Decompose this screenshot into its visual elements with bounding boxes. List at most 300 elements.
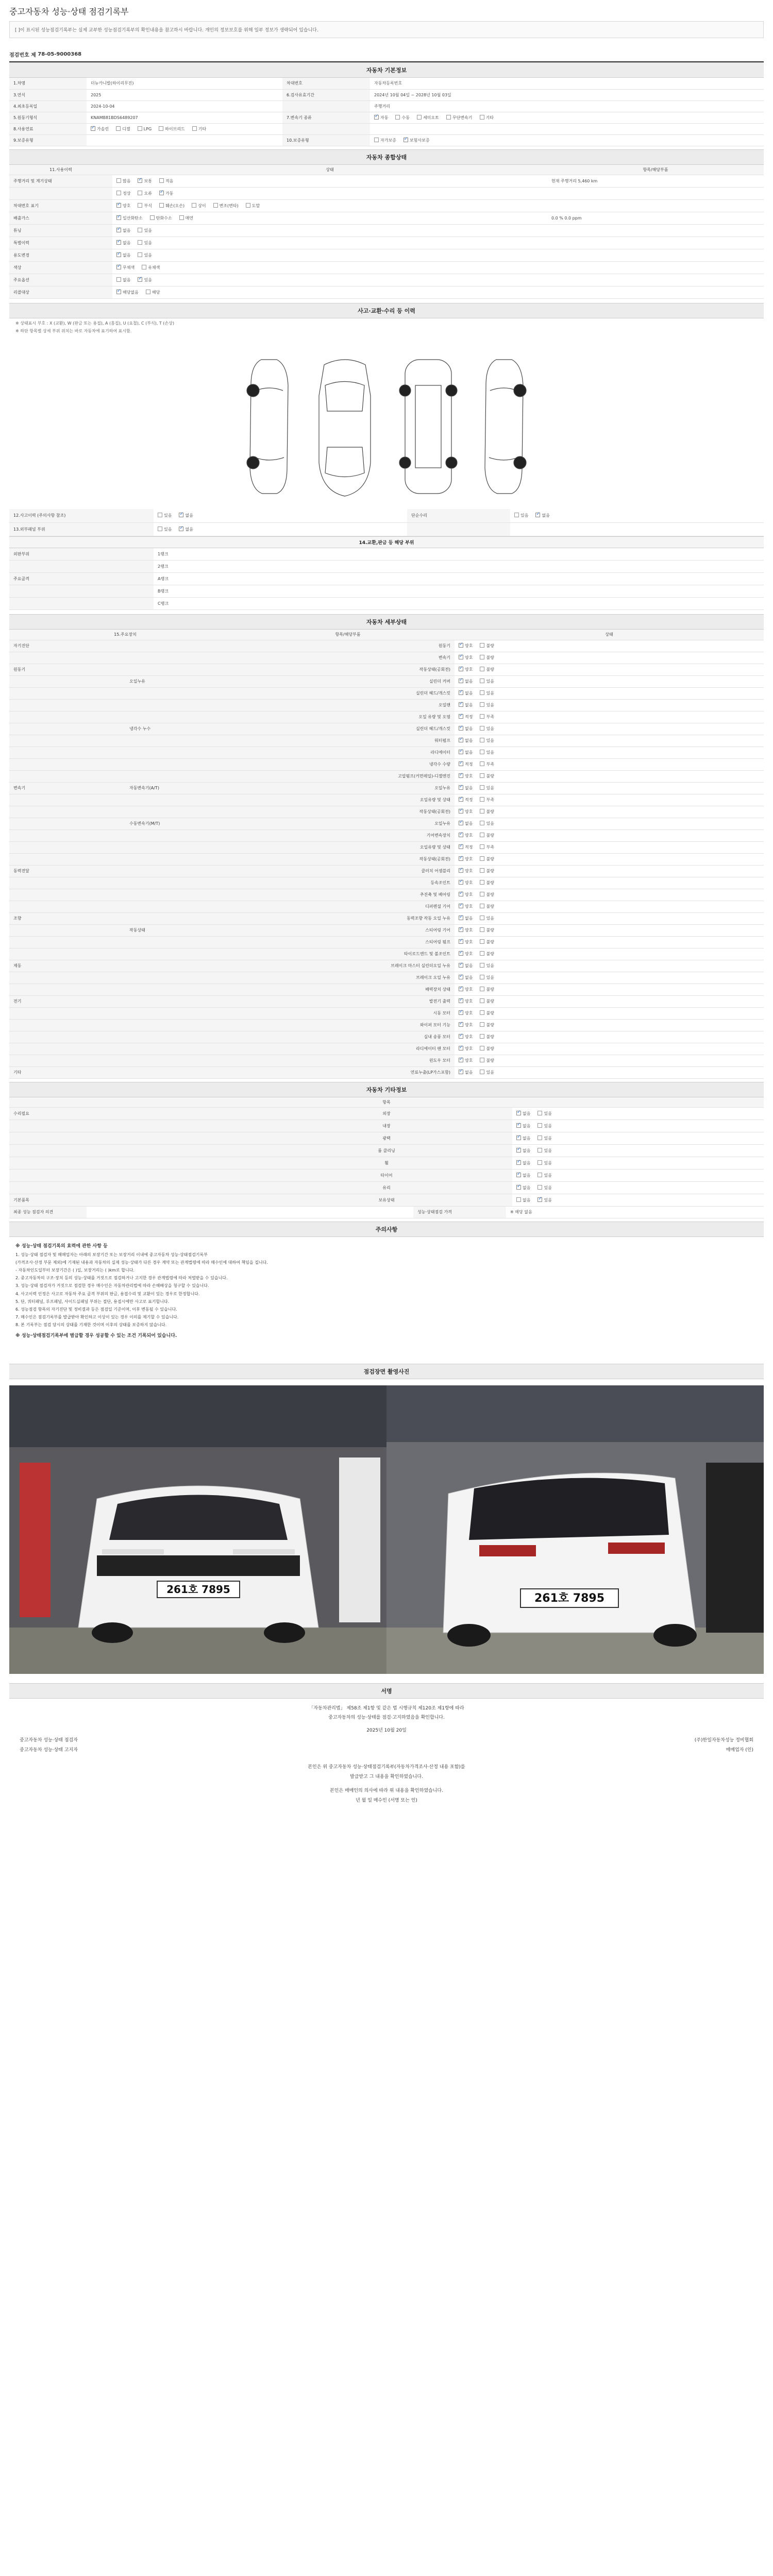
checkbox-icon[interactable] <box>516 1111 521 1115</box>
detail-option[interactable] <box>480 892 494 897</box>
checkbox-icon[interactable] <box>459 679 463 683</box>
checkbox-icon[interactable] <box>116 215 121 220</box>
option-label: 유채색 <box>148 265 160 270</box>
checkbox-icon[interactable] <box>537 1123 542 1128</box>
checkbox-icon[interactable] <box>459 963 463 968</box>
detail-option[interactable] <box>459 987 473 992</box>
overall-option[interactable] <box>116 228 130 233</box>
checkbox-icon[interactable] <box>480 809 484 814</box>
detail-option[interactable] <box>459 1034 473 1040</box>
checkbox-icon[interactable] <box>192 203 196 208</box>
checkbox-icon[interactable] <box>404 138 408 142</box>
checkbox-icon[interactable] <box>480 702 484 707</box>
checkbox-icon[interactable] <box>138 240 142 245</box>
other-option[interactable] <box>516 1123 530 1129</box>
detail-option[interactable] <box>480 761 494 767</box>
detail-option[interactable] <box>459 690 473 696</box>
detail-options <box>459 643 501 648</box>
detail-option[interactable] <box>480 643 494 649</box>
checkbox-icon[interactable] <box>138 203 142 208</box>
detail-option[interactable] <box>459 655 473 660</box>
detail-option[interactable] <box>459 1046 473 1052</box>
checkbox-icon[interactable] <box>480 643 484 648</box>
detail-option[interactable] <box>459 761 473 767</box>
detail-option[interactable] <box>459 785 473 791</box>
checkbox-icon[interactable] <box>480 927 484 932</box>
checkbox-icon[interactable] <box>480 844 484 849</box>
checkbox-icon[interactable] <box>459 939 463 944</box>
checkbox-icon[interactable] <box>480 1022 484 1027</box>
checkbox-icon[interactable] <box>480 1070 484 1074</box>
checkbox-icon[interactable] <box>374 115 379 120</box>
checkbox-icon[interactable] <box>179 527 183 531</box>
checkbox-icon[interactable] <box>459 797 463 802</box>
detail-item: 등속조인트 <box>241 877 455 889</box>
checkbox-icon[interactable] <box>480 115 484 120</box>
fuel-option[interactable] <box>116 126 130 132</box>
checkbox-icon[interactable] <box>480 880 484 885</box>
detail-option[interactable] <box>480 868 494 874</box>
checkbox-icon[interactable] <box>480 904 484 908</box>
checkbox-icon[interactable] <box>91 126 95 131</box>
detail-option[interactable] <box>459 821 473 826</box>
checkbox-icon[interactable] <box>116 265 121 269</box>
checkbox-icon[interactable] <box>480 785 484 790</box>
detail-option[interactable] <box>480 1022 494 1028</box>
fuel-option[interactable] <box>91 126 109 132</box>
detail-option[interactable] <box>459 904 473 909</box>
overall-option[interactable] <box>142 265 160 270</box>
overall-option[interactable] <box>159 203 184 209</box>
checkbox-icon[interactable] <box>537 1160 542 1165</box>
detail-option[interactable] <box>480 844 494 850</box>
checkbox-icon[interactable] <box>459 1034 463 1039</box>
detail-option[interactable] <box>459 702 473 708</box>
checkbox-icon[interactable] <box>138 191 142 195</box>
detail-option[interactable] <box>459 643 473 649</box>
other-option[interactable] <box>516 1136 530 1141</box>
detail-options <box>459 857 501 861</box>
detail-option[interactable] <box>459 927 473 933</box>
other-option[interactable] <box>537 1123 551 1129</box>
checkbox-icon[interactable] <box>192 126 197 131</box>
checkbox-icon[interactable] <box>459 904 463 908</box>
checkbox-icon[interactable] <box>459 1046 463 1050</box>
checkbox-icon[interactable] <box>116 191 121 195</box>
checkbox-icon[interactable] <box>516 1148 521 1153</box>
other-item: 유리 <box>261 1182 512 1194</box>
detail-option[interactable] <box>480 987 494 992</box>
detail-option[interactable] <box>480 655 494 660</box>
overall-option[interactable] <box>159 178 173 184</box>
checkbox-icon[interactable] <box>459 821 463 825</box>
detail-option[interactable] <box>480 809 494 815</box>
detail-option[interactable] <box>459 856 473 862</box>
overall-option[interactable] <box>138 240 152 246</box>
detail-option[interactable] <box>480 998 494 1004</box>
checkbox-icon[interactable] <box>480 856 484 861</box>
detail-state <box>455 1066 764 1078</box>
checkbox-icon[interactable] <box>446 115 451 120</box>
checkbox-icon[interactable] <box>537 1173 542 1177</box>
detail-option[interactable] <box>480 833 494 838</box>
checkbox-icon[interactable] <box>459 892 463 896</box>
checkbox-icon[interactable] <box>213 203 218 208</box>
detail-option[interactable] <box>480 690 494 696</box>
checkbox-icon[interactable] <box>159 126 163 131</box>
checkbox-icon[interactable] <box>480 1046 484 1050</box>
checkbox-icon[interactable] <box>480 1010 484 1015</box>
detail-option[interactable] <box>480 714 494 720</box>
other-option[interactable] <box>537 1185 551 1191</box>
detail-option[interactable] <box>480 738 494 743</box>
overall-option[interactable] <box>116 252 130 258</box>
checkbox-icon[interactable] <box>480 679 484 683</box>
detail-option[interactable] <box>480 1070 494 1075</box>
checkbox-icon[interactable] <box>480 750 484 754</box>
checkbox-icon[interactable] <box>459 773 463 778</box>
detail-option[interactable] <box>459 714 473 720</box>
checkbox-icon[interactable] <box>116 240 121 245</box>
accident2-option[interactable] <box>514 513 528 518</box>
accident-option[interactable] <box>179 527 193 532</box>
transmission-options <box>374 115 501 120</box>
checkbox-icon[interactable] <box>480 939 484 944</box>
checkbox-icon[interactable] <box>116 178 121 183</box>
checkbox-icon[interactable] <box>150 215 155 220</box>
checkbox-icon[interactable] <box>459 761 463 766</box>
detail-row <box>9 1007 764 1019</box>
detail-option[interactable] <box>459 679 473 684</box>
checkbox-icon[interactable] <box>116 203 121 208</box>
checkbox-icon[interactable] <box>535 513 540 517</box>
other-option[interactable] <box>537 1160 551 1166</box>
detail-option[interactable] <box>459 1010 473 1016</box>
overall-option[interactable] <box>116 191 130 196</box>
checkbox-icon[interactable] <box>459 1022 463 1027</box>
checkbox-icon[interactable] <box>537 1185 542 1190</box>
overall-option[interactable] <box>116 277 130 283</box>
checkbox-icon[interactable] <box>459 1058 463 1062</box>
detail-option[interactable] <box>459 833 473 838</box>
detail-option[interactable] <box>480 773 494 779</box>
checkbox-icon[interactable] <box>142 265 146 269</box>
checkbox-icon[interactable] <box>459 702 463 707</box>
checkbox-icon[interactable] <box>459 1070 463 1074</box>
checkbox-icon[interactable] <box>480 726 484 731</box>
accident-sub-opts <box>231 598 764 610</box>
overall-option[interactable] <box>146 290 160 295</box>
checkbox-icon[interactable] <box>480 714 484 719</box>
checkbox-icon[interactable] <box>459 690 463 695</box>
checkbox-icon[interactable] <box>480 916 484 920</box>
overall-option[interactable] <box>138 277 152 283</box>
detail-option[interactable] <box>480 963 494 969</box>
checkbox-icon[interactable] <box>480 892 484 896</box>
fuel-option[interactable] <box>138 126 152 131</box>
detail-sub <box>125 829 241 841</box>
detail-row <box>9 889 764 901</box>
checkbox-icon[interactable] <box>537 1148 542 1153</box>
detail-row <box>9 699 764 711</box>
checkbox-icon[interactable] <box>459 833 463 837</box>
checkbox-icon[interactable] <box>138 126 142 131</box>
other-option[interactable] <box>516 1173 530 1178</box>
detail-option[interactable] <box>459 963 473 969</box>
checkbox-icon[interactable] <box>459 856 463 861</box>
checkbox-icon[interactable] <box>480 797 484 802</box>
checkbox-icon[interactable] <box>158 527 162 531</box>
checkbox-icon[interactable] <box>480 1034 484 1039</box>
detail-option[interactable] <box>459 667 473 672</box>
checkbox-icon[interactable] <box>459 738 463 742</box>
checkbox-icon[interactable] <box>138 228 142 232</box>
detail-option[interactable] <box>480 679 494 684</box>
detail-option[interactable] <box>480 702 494 708</box>
checkbox-icon[interactable] <box>459 868 463 873</box>
checkbox-icon[interactable] <box>516 1173 521 1177</box>
checkbox-icon[interactable] <box>516 1123 521 1128</box>
checkbox-icon[interactable] <box>138 252 142 257</box>
detail-option[interactable] <box>459 809 473 815</box>
transmission-option[interactable] <box>374 115 388 121</box>
checkbox-icon[interactable] <box>480 987 484 991</box>
transmission-option[interactable] <box>395 115 409 121</box>
checkbox-icon[interactable] <box>459 643 463 648</box>
detail-group <box>9 711 125 723</box>
checkbox-icon[interactable] <box>480 868 484 873</box>
checkbox-icon[interactable] <box>480 833 484 837</box>
detail-option[interactable] <box>459 750 473 755</box>
detail-option[interactable] <box>480 726 494 732</box>
checkbox-icon[interactable] <box>179 513 183 517</box>
detail-option[interactable] <box>459 939 473 945</box>
checkbox-icon[interactable] <box>138 178 142 183</box>
detail-sub: 자동변속기(A/T) <box>125 782 241 794</box>
detail-option[interactable] <box>480 975 494 980</box>
checkbox-icon[interactable] <box>537 1111 542 1115</box>
checkbox-icon[interactable] <box>138 277 142 282</box>
overall-option[interactable] <box>179 215 193 221</box>
accident-option[interactable] <box>179 513 193 518</box>
other-option[interactable] <box>516 1148 530 1154</box>
checkbox-icon[interactable] <box>459 1010 463 1015</box>
detail-option[interactable] <box>480 797 494 803</box>
checkbox-icon[interactable] <box>395 115 400 120</box>
checkbox-icon[interactable] <box>459 667 463 671</box>
detail-option[interactable] <box>459 1022 473 1028</box>
transmission-option[interactable] <box>446 115 473 121</box>
overall-option[interactable] <box>138 228 152 233</box>
checkbox-icon[interactable] <box>116 228 121 232</box>
detail-option[interactable] <box>459 738 473 743</box>
detail-option[interactable] <box>459 844 473 850</box>
checkbox-icon[interactable] <box>116 252 121 257</box>
checkbox-icon[interactable] <box>158 513 162 517</box>
checkbox-icon[interactable] <box>459 785 463 790</box>
checkbox-icon[interactable] <box>459 655 463 659</box>
checkbox-icon[interactable] <box>459 714 463 719</box>
checkbox-icon[interactable] <box>480 738 484 742</box>
overall-option[interactable] <box>138 252 152 258</box>
detail-option[interactable] <box>459 1070 473 1075</box>
detail-option[interactable] <box>480 785 494 791</box>
overall-option[interactable] <box>116 265 135 270</box>
detail-option[interactable] <box>459 726 473 732</box>
checkbox-icon[interactable] <box>459 750 463 754</box>
detail-option[interactable] <box>459 975 473 980</box>
checkbox-icon[interactable] <box>459 844 463 849</box>
detail-option[interactable] <box>459 880 473 886</box>
detail-item: 작동상태(공회전) <box>241 664 455 675</box>
detail-option[interactable] <box>480 880 494 886</box>
detail-option[interactable] <box>459 773 473 779</box>
basic-value-2: 자동차등록번호 <box>370 78 764 89</box>
checkbox-icon[interactable] <box>459 916 463 920</box>
detail-option[interactable] <box>459 916 473 921</box>
accident-sub-key <box>9 585 154 598</box>
checkbox-icon[interactable] <box>480 975 484 979</box>
detail-option[interactable] <box>480 667 494 672</box>
checkbox-icon[interactable] <box>480 761 484 766</box>
checkbox-icon[interactable] <box>116 126 121 131</box>
accident-sub-opts <box>231 585 764 598</box>
checkbox-icon[interactable] <box>459 726 463 731</box>
detail-option[interactable] <box>480 750 494 755</box>
checkbox-icon[interactable] <box>459 927 463 932</box>
checkbox-icon[interactable] <box>146 290 150 294</box>
detail-option[interactable] <box>459 998 473 1004</box>
other-option[interactable] <box>537 1148 551 1154</box>
other-option[interactable] <box>537 1197 551 1203</box>
checkbox-icon[interactable] <box>537 1136 542 1140</box>
overall-options <box>116 278 159 282</box>
checkbox-icon[interactable] <box>480 667 484 671</box>
other-option[interactable] <box>537 1111 551 1116</box>
overall-option[interactable] <box>213 203 239 209</box>
detail-option[interactable] <box>480 1010 494 1016</box>
checkbox-icon[interactable] <box>159 178 164 183</box>
detail-option[interactable] <box>480 821 494 826</box>
overall-option[interactable] <box>138 178 152 184</box>
checkbox-icon[interactable] <box>179 215 184 220</box>
checkbox-icon[interactable] <box>514 513 519 517</box>
checkbox-icon[interactable] <box>480 951 484 956</box>
checkbox-icon[interactable] <box>374 138 379 142</box>
detail-option[interactable] <box>459 1058 473 1063</box>
detail-option[interactable] <box>480 951 494 957</box>
detail-option[interactable] <box>480 856 494 862</box>
overall-option[interactable] <box>159 191 173 196</box>
car-right-side-icon <box>476 354 532 499</box>
checkbox-icon[interactable] <box>480 998 484 1003</box>
overall-option[interactable] <box>116 215 143 221</box>
overall-option[interactable] <box>192 203 206 209</box>
detail-option[interactable] <box>480 927 494 933</box>
checkbox-icon[interactable] <box>537 1197 542 1202</box>
other-option[interactable] <box>516 1160 530 1166</box>
detail-option[interactable] <box>480 1058 494 1063</box>
basic-value: 더뉴카니발(하이리무진) <box>87 78 282 89</box>
other-option[interactable] <box>537 1173 551 1178</box>
detail-option[interactable] <box>480 939 494 945</box>
other-option[interactable] <box>516 1111 530 1116</box>
accident-option[interactable] <box>158 513 172 518</box>
overall-option[interactable] <box>150 215 172 221</box>
checkbox-icon[interactable] <box>480 773 484 778</box>
checkbox-icon[interactable] <box>159 191 164 195</box>
overall-option[interactable] <box>116 178 130 184</box>
checkbox-icon[interactable] <box>516 1185 521 1190</box>
checkbox-icon[interactable] <box>480 1058 484 1062</box>
fuel-option[interactable] <box>159 126 185 132</box>
checkbox-icon[interactable] <box>480 963 484 968</box>
other-option[interactable] <box>537 1136 551 1141</box>
checkbox-icon[interactable] <box>516 1136 521 1140</box>
detail-option[interactable] <box>459 951 473 957</box>
option-label: 적정 <box>465 762 473 767</box>
overall-option[interactable] <box>246 203 260 209</box>
checkbox-icon[interactable] <box>459 998 463 1003</box>
section-basic-title: 자동차 기본정보 <box>9 62 764 78</box>
other-option[interactable] <box>516 1197 530 1203</box>
rear-photo <box>386 1385 764 1674</box>
accident2-option[interactable] <box>535 513 549 518</box>
overall-option[interactable] <box>116 290 139 295</box>
overall-option[interactable] <box>138 203 152 209</box>
other-group <box>9 1157 261 1170</box>
checkbox-icon[interactable] <box>116 290 121 294</box>
fuel-option[interactable] <box>192 126 206 132</box>
detail-option[interactable] <box>459 868 473 874</box>
checkbox-icon[interactable] <box>516 1197 521 1202</box>
checkbox-icon[interactable] <box>459 880 463 885</box>
checkbox-icon[interactable] <box>417 115 422 120</box>
checkbox-icon[interactable] <box>459 975 463 979</box>
warranty-option[interactable] <box>374 138 396 143</box>
detail-option[interactable] <box>480 1046 494 1052</box>
sign-right-2: 매매업자 (인) <box>726 1748 753 1753</box>
checkbox-icon[interactable] <box>516 1160 521 1165</box>
checkbox-icon[interactable] <box>480 821 484 825</box>
checkbox-icon[interactable] <box>159 203 164 208</box>
warranty-option[interactable] <box>404 138 430 143</box>
basic-info-table <box>9 78 764 146</box>
checkbox-icon[interactable] <box>246 203 250 208</box>
checkbox-icon[interactable] <box>480 690 484 695</box>
other-option[interactable] <box>516 1185 530 1191</box>
detail-option[interactable] <box>480 916 494 921</box>
option-label: 양호 <box>465 999 473 1004</box>
detail-row <box>9 948 764 960</box>
transmission-option[interactable] <box>480 115 494 121</box>
detail-group <box>9 1007 125 1019</box>
checkbox-icon[interactable] <box>459 951 463 956</box>
overall-option[interactable] <box>116 203 130 209</box>
detail-option[interactable] <box>480 1034 494 1040</box>
overall-option[interactable] <box>138 191 152 196</box>
detail-option[interactable] <box>459 892 473 897</box>
checkbox-icon[interactable] <box>116 277 121 282</box>
checkbox-icon[interactable] <box>480 655 484 659</box>
overall-option[interactable] <box>116 240 130 246</box>
detail-option[interactable] <box>459 797 473 803</box>
checkbox-icon[interactable] <box>459 809 463 814</box>
transmission-option[interactable] <box>417 115 439 121</box>
detail-option[interactable] <box>480 904 494 909</box>
checkbox-icon[interactable] <box>459 987 463 991</box>
accident-option[interactable] <box>158 527 172 532</box>
